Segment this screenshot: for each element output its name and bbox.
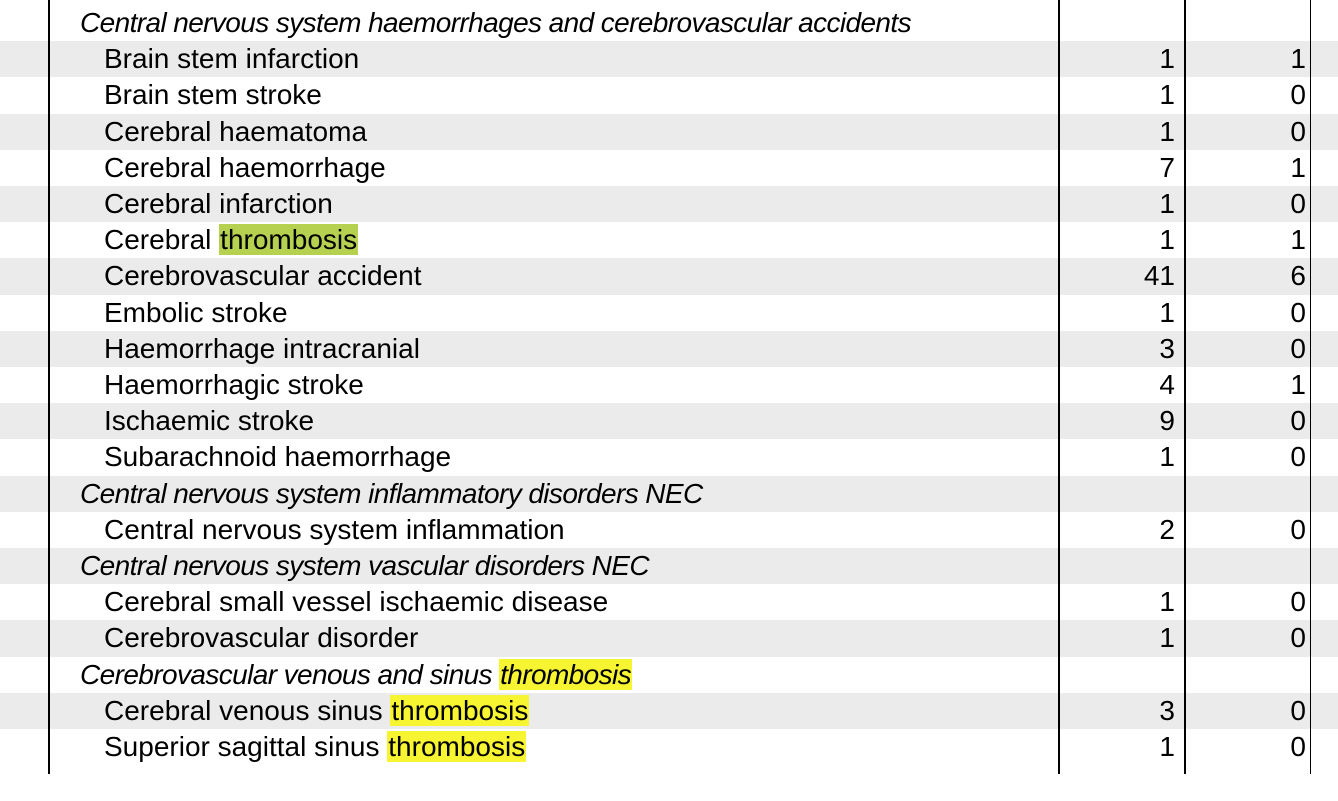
label-text: Haemorrhagic stroke xyxy=(104,369,364,400)
table-row xyxy=(0,512,1338,548)
term-label xyxy=(104,439,451,475)
label-text: Cerebral haematoma xyxy=(104,115,368,147)
table-row xyxy=(0,693,1338,729)
count-column-1: 4 xyxy=(1159,369,1175,400)
term-label xyxy=(104,114,367,150)
count-column-2: 1 xyxy=(1290,151,1306,183)
term-label xyxy=(104,367,364,403)
term-label xyxy=(104,729,526,765)
count-column-2: 0 xyxy=(1290,622,1306,654)
label-text: Cerebral venous sinus xyxy=(104,694,391,726)
count-column-1: 1 xyxy=(1159,224,1175,256)
count-column-1: 1 xyxy=(1159,296,1175,328)
table-row xyxy=(0,439,1338,475)
label-text: Cerebral infarction xyxy=(104,188,333,219)
table-row xyxy=(0,584,1338,620)
label-text: Cerebral small vessel ischaemic disease xyxy=(104,586,609,618)
count-column-2: 1 xyxy=(1290,369,1306,400)
table-row xyxy=(0,258,1338,294)
table-row xyxy=(0,295,1338,331)
term-label xyxy=(104,693,529,729)
count-column-2: 0 xyxy=(1290,188,1306,219)
count-column-2: 1 xyxy=(1290,43,1306,75)
term-label xyxy=(104,77,322,113)
table-row xyxy=(0,114,1338,150)
count-column-2: 0 xyxy=(1290,694,1306,726)
count-column-2: 0 xyxy=(1290,731,1306,762)
count-column-2: 0 xyxy=(1290,441,1306,473)
term-label xyxy=(104,295,288,331)
label-text: Superior sagittal sinus xyxy=(104,731,388,762)
label-text: Cerebrovascular accident xyxy=(104,260,422,292)
count-column-1: 3 xyxy=(1159,332,1175,364)
count-column-2: 6 xyxy=(1290,260,1306,292)
count-column-1: 1 xyxy=(1159,441,1175,473)
category-row-cutoff xyxy=(0,765,1338,801)
column-divider xyxy=(1184,0,1186,774)
label-text: Ischaemic stroke xyxy=(104,405,315,437)
category-row xyxy=(0,476,1338,512)
count-column-2: 0 xyxy=(1290,332,1306,364)
count-column-2: 0 xyxy=(1290,79,1306,111)
count-column-1: 1 xyxy=(1159,731,1175,762)
term-label xyxy=(104,222,358,258)
label-text: Cerebral xyxy=(104,224,220,256)
search-highlight: thrombosis xyxy=(220,224,358,256)
count-column-1: 1 xyxy=(1159,622,1175,654)
label-text: Central nervous system inflammatory disorders NEC xyxy=(80,477,703,509)
table-row xyxy=(0,620,1338,656)
count-column-1: 2 xyxy=(1159,513,1175,545)
table-row xyxy=(0,150,1338,186)
column-divider xyxy=(48,0,50,774)
label-text: Cerebral haemorrhage xyxy=(104,151,386,183)
column-divider xyxy=(1058,0,1060,774)
search-highlight: thrombosis xyxy=(500,658,632,690)
category-label xyxy=(80,5,911,41)
label-text: Brain stem infarction xyxy=(104,43,360,75)
count-column-1: 1 xyxy=(1159,43,1175,75)
search-highlight: thrombosis xyxy=(388,731,526,762)
term-label xyxy=(104,331,420,367)
label-text: Embolic stroke xyxy=(104,296,288,328)
category-row xyxy=(0,5,1338,41)
table-row xyxy=(0,222,1338,258)
count-column-1: 9 xyxy=(1159,405,1175,437)
label-text: Subarachnoid haemorrhage xyxy=(104,441,452,473)
label-text: Central nervous system vascular disorders NEC xyxy=(80,550,649,581)
count-column-1: 1 xyxy=(1159,188,1175,219)
label-text: Haemorrhage intracranial xyxy=(104,332,420,364)
category-row xyxy=(0,548,1338,584)
table-row xyxy=(0,729,1338,765)
table-row xyxy=(0,41,1338,77)
count-column-2: 0 xyxy=(1290,586,1306,618)
column-divider xyxy=(1310,0,1311,774)
category-label xyxy=(80,657,632,693)
count-column-1: 7 xyxy=(1159,151,1175,183)
term-label xyxy=(104,512,565,548)
label-text: Cerebrovascular venous and sinus xyxy=(80,658,500,690)
table-row xyxy=(0,331,1338,367)
table-row xyxy=(0,403,1338,439)
term-label xyxy=(104,258,422,294)
term-label xyxy=(104,403,314,439)
term-label xyxy=(104,41,359,77)
category-label xyxy=(80,548,649,584)
table-row xyxy=(0,77,1338,113)
label-text: Central nervous system inflammation xyxy=(104,513,565,545)
count-column-2: 0 xyxy=(1290,405,1306,437)
term-label xyxy=(104,584,608,620)
count-column-2: 0 xyxy=(1290,296,1306,328)
label-text: Central nervous system haemorrhages and cerebrovascular accidents xyxy=(80,7,911,38)
count-column-1: 1 xyxy=(1159,79,1175,111)
term-label xyxy=(104,186,333,222)
term-label xyxy=(104,150,386,186)
count-column-2: 0 xyxy=(1290,115,1306,147)
term-label xyxy=(104,620,418,656)
count-column-1: 1 xyxy=(1159,586,1175,618)
category-row xyxy=(0,657,1338,693)
count-column-1: 3 xyxy=(1159,694,1175,726)
count-column-2: 0 xyxy=(1290,513,1306,545)
category-label xyxy=(80,476,703,512)
table-row xyxy=(0,186,1338,222)
count-column-1: 1 xyxy=(1159,115,1175,147)
label-text: Cerebrovascular disorder xyxy=(104,622,419,654)
count-column-1: 41 xyxy=(1143,260,1175,292)
table-row xyxy=(0,367,1338,403)
search-highlight: thrombosis xyxy=(391,694,529,726)
count-column-2: 1 xyxy=(1290,224,1306,256)
label-text: Brain stem stroke xyxy=(104,79,322,111)
